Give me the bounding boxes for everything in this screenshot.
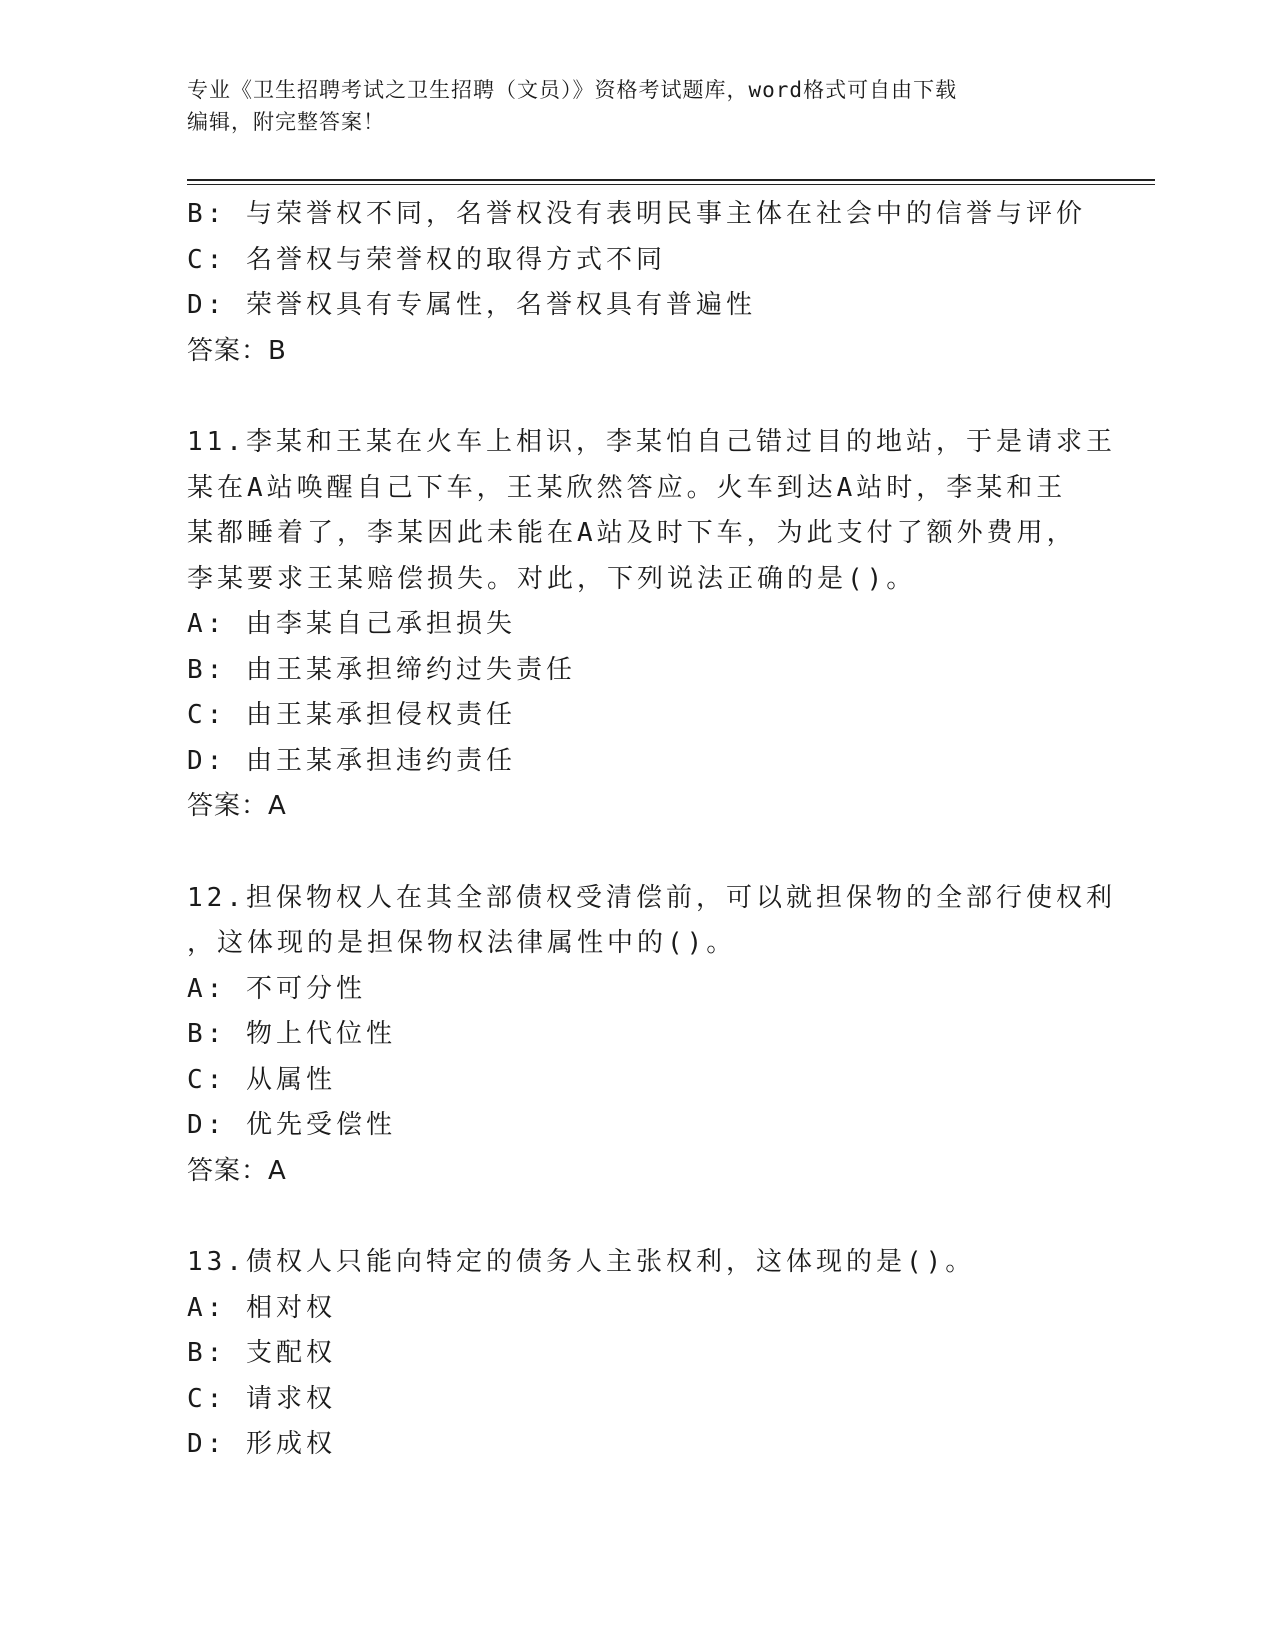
option-d: D: 荣誉权具有专属性，名誉权具有普遍性 (187, 290, 756, 320)
option-c: C: 从属性 (187, 1064, 336, 1095)
question-13 (187, 1240, 1147, 1468)
option-b: B: 物上代位性 (187, 1019, 396, 1049)
option-c: C: 由王某承担侵权责任 (187, 700, 516, 730)
option-b: B: 由王某承担缔约过失责任 (187, 654, 576, 685)
header-rule-thick (187, 179, 1155, 181)
option-a: A: 由李某自己承担损失 (187, 609, 516, 639)
question-stem-line: 11.李某和王某在火车上相识，李某怕自己错过目的地站，于是请求王 (187, 427, 1116, 457)
option-c: C: 请求权 (187, 1383, 336, 1414)
option-b: B: 与荣誉权不同，名誉权没有表明民事主体在社会中的信誉与评价 (187, 199, 1086, 229)
question-10 (187, 192, 1147, 374)
spacer (187, 1194, 1147, 1240)
question-stem-line: 某在A站唤醒自己下车，王某欣然答应。火车到达A站时，李某和王 (187, 472, 1067, 503)
question-stem-line: 某都睡着了，李某因此未能在A站及时下车，为此支付了额外费用， (187, 518, 1077, 548)
spacer (187, 374, 1147, 420)
answer: 答案：A (187, 1155, 287, 1186)
question-stem-line: 13.债权人只能向特定的债务人主张权利，这体现的是()。 (187, 1247, 976, 1277)
question-stem-line: 李某要求王某赔偿损失。对此，下列说法正确的是()。 (187, 563, 917, 594)
option-d: D: 优先受偿性 (187, 1110, 396, 1140)
question-list (187, 192, 1147, 1468)
question-11 (187, 420, 1147, 830)
question-12 (187, 876, 1147, 1195)
document-header (187, 74, 1087, 138)
option-d: D: 形成权 (187, 1429, 336, 1459)
question-stem-line: 12.担保物权人在其全部债权受清偿前，可以就担保物的全部行使权利 (187, 882, 1116, 913)
header-line-1: 专业《卫生招聘考试之卫生招聘（文员）》资格考试题库，word格式可自由下载 (187, 78, 958, 102)
option-b: B: 支配权 (187, 1338, 336, 1368)
option-a: A: 不可分性 (187, 973, 366, 1004)
option-a: A: 相对权 (187, 1292, 336, 1323)
answer: 答案：B (187, 335, 287, 366)
option-d: D: 由王某承担违约责任 (187, 745, 516, 776)
header-line-2: 编辑，附完整答案！ (187, 110, 385, 134)
spacer (187, 830, 1147, 876)
option-c: C: 名誉权与荣誉权的取得方式不同 (187, 244, 666, 275)
question-stem-line: ，这体现的是担保物权法律属性中的()。 (187, 928, 737, 958)
answer: 答案：A (187, 791, 287, 821)
header-rule-thin (187, 184, 1155, 185)
